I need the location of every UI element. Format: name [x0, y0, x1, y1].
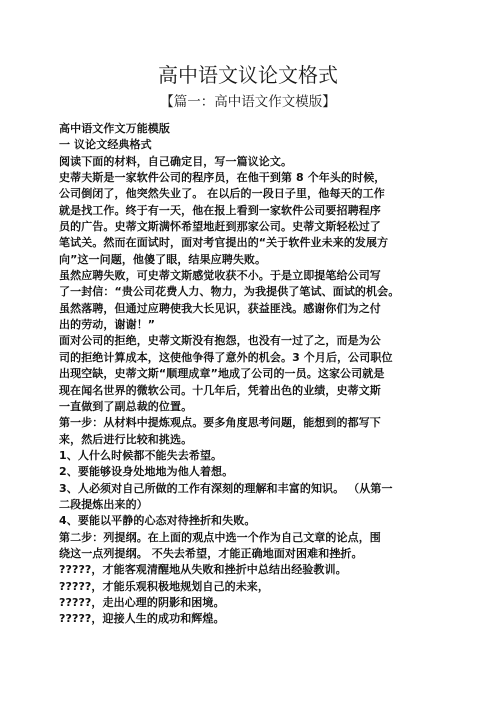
text-line: 2、要能够设身处地地为他人着想。 — [59, 465, 234, 479]
text-line: ?????，迎接人生的成功和辉煌。 — [59, 612, 225, 626]
text-line: 3、人必须对自己所做的工作有深刻的理解和丰富的知识。 （从第一 — [59, 481, 393, 495]
document-title: 高中语文议论文格式 — [158, 63, 338, 87]
document-subtitle: 【篇一：高中语文作文模版】 — [160, 94, 336, 110]
text-line: 来，然后进行比较和挑选。 — [59, 432, 193, 446]
text-line: 一 议论文经典格式 — [59, 138, 152, 152]
text-line: 出现空缺，史蒂文斯“顺理成章”地成了公司的一员。这家公司就是 — [59, 367, 385, 381]
text-line: 司的拒绝计算成本，这使他争得了意外的机会。3 个月后，公司职位 — [59, 350, 393, 364]
text-line: 出的劳动，谢谢！” — [59, 318, 156, 332]
text-line: 1、人什么时候都不能失去希望。 — [59, 448, 223, 462]
text-line: 高中语文作文万能模版 — [59, 122, 170, 135]
text-line: 阅读下面的材料，自己确定目，写一篇议论文。 — [59, 154, 293, 168]
document-body — [59, 121, 443, 628]
text-line: 了一封信：“贵公司花费人力、物力，为我提供了笔试、面试的机会。 — [59, 285, 400, 299]
text-line: 现在闻名世界的微软公司。十几年后，凭着出色的业绩，史蒂文斯 — [59, 383, 381, 397]
text-line: 面对公司的拒绝，史蒂文斯没有抱怨，也没有一过了之，而是为公 — [59, 334, 381, 348]
text-line: 绕这一点列提纲。 不失去希望，才能正确地面对困难和挫折。 — [59, 546, 363, 560]
text-line: 二段提炼出来的） — [59, 497, 148, 511]
text-line: ?????，走出心理的阴影和困境。 — [59, 595, 225, 609]
text-line: 史蒂夫斯是一家软件公司的程序员，在他干到第 8 个年头的时候， — [59, 171, 386, 185]
text-line: ?????，才能乐观积极地规划自己的未来， — [59, 579, 270, 593]
text-line: 一直做到了副总裁的位置。 — [59, 399, 193, 413]
text-line: 员的广告。史蒂文斯满怀希望地赶到那家公司。史蒂文斯轻松过了 — [59, 220, 381, 234]
text-line: ?????，才能客观清醒地从失败和挫折中总结出经验教训。 — [59, 563, 347, 577]
text-line: 向”这一问题，他傻了眼，结果应聘失败。 — [59, 252, 267, 266]
text-line: 笔试关。然而在面试时，面对考官提出的“关于软件业未来的发展方 — [59, 236, 389, 250]
text-line: 虽然落聘，但通过应聘使我大长见识，获益匪浅。感谢你们为之付 — [59, 301, 381, 315]
text-line: 第一步：从材料中提炼观点。要多角度思考问题，能想到的都写下 — [59, 416, 381, 430]
text-line: 4、要能以平静的心态对待挫折和失败。 — [59, 514, 256, 528]
text-line: 就是找工作。终于有一天，他在报上看到一家软件公司要招聘程序 — [59, 203, 381, 217]
text-line: 虽然应聘失败，可史蒂文斯感觉收获不小。于是立即提笔给公司写 — [59, 269, 381, 283]
text-line: 公司倒闭了，他突然失业了。 在以后的一段日子里，他每天的工作 — [59, 187, 385, 201]
text-line: 第二步：列提纲。在上面的观点中选一个作为自己文章的论点，围 — [59, 530, 381, 544]
